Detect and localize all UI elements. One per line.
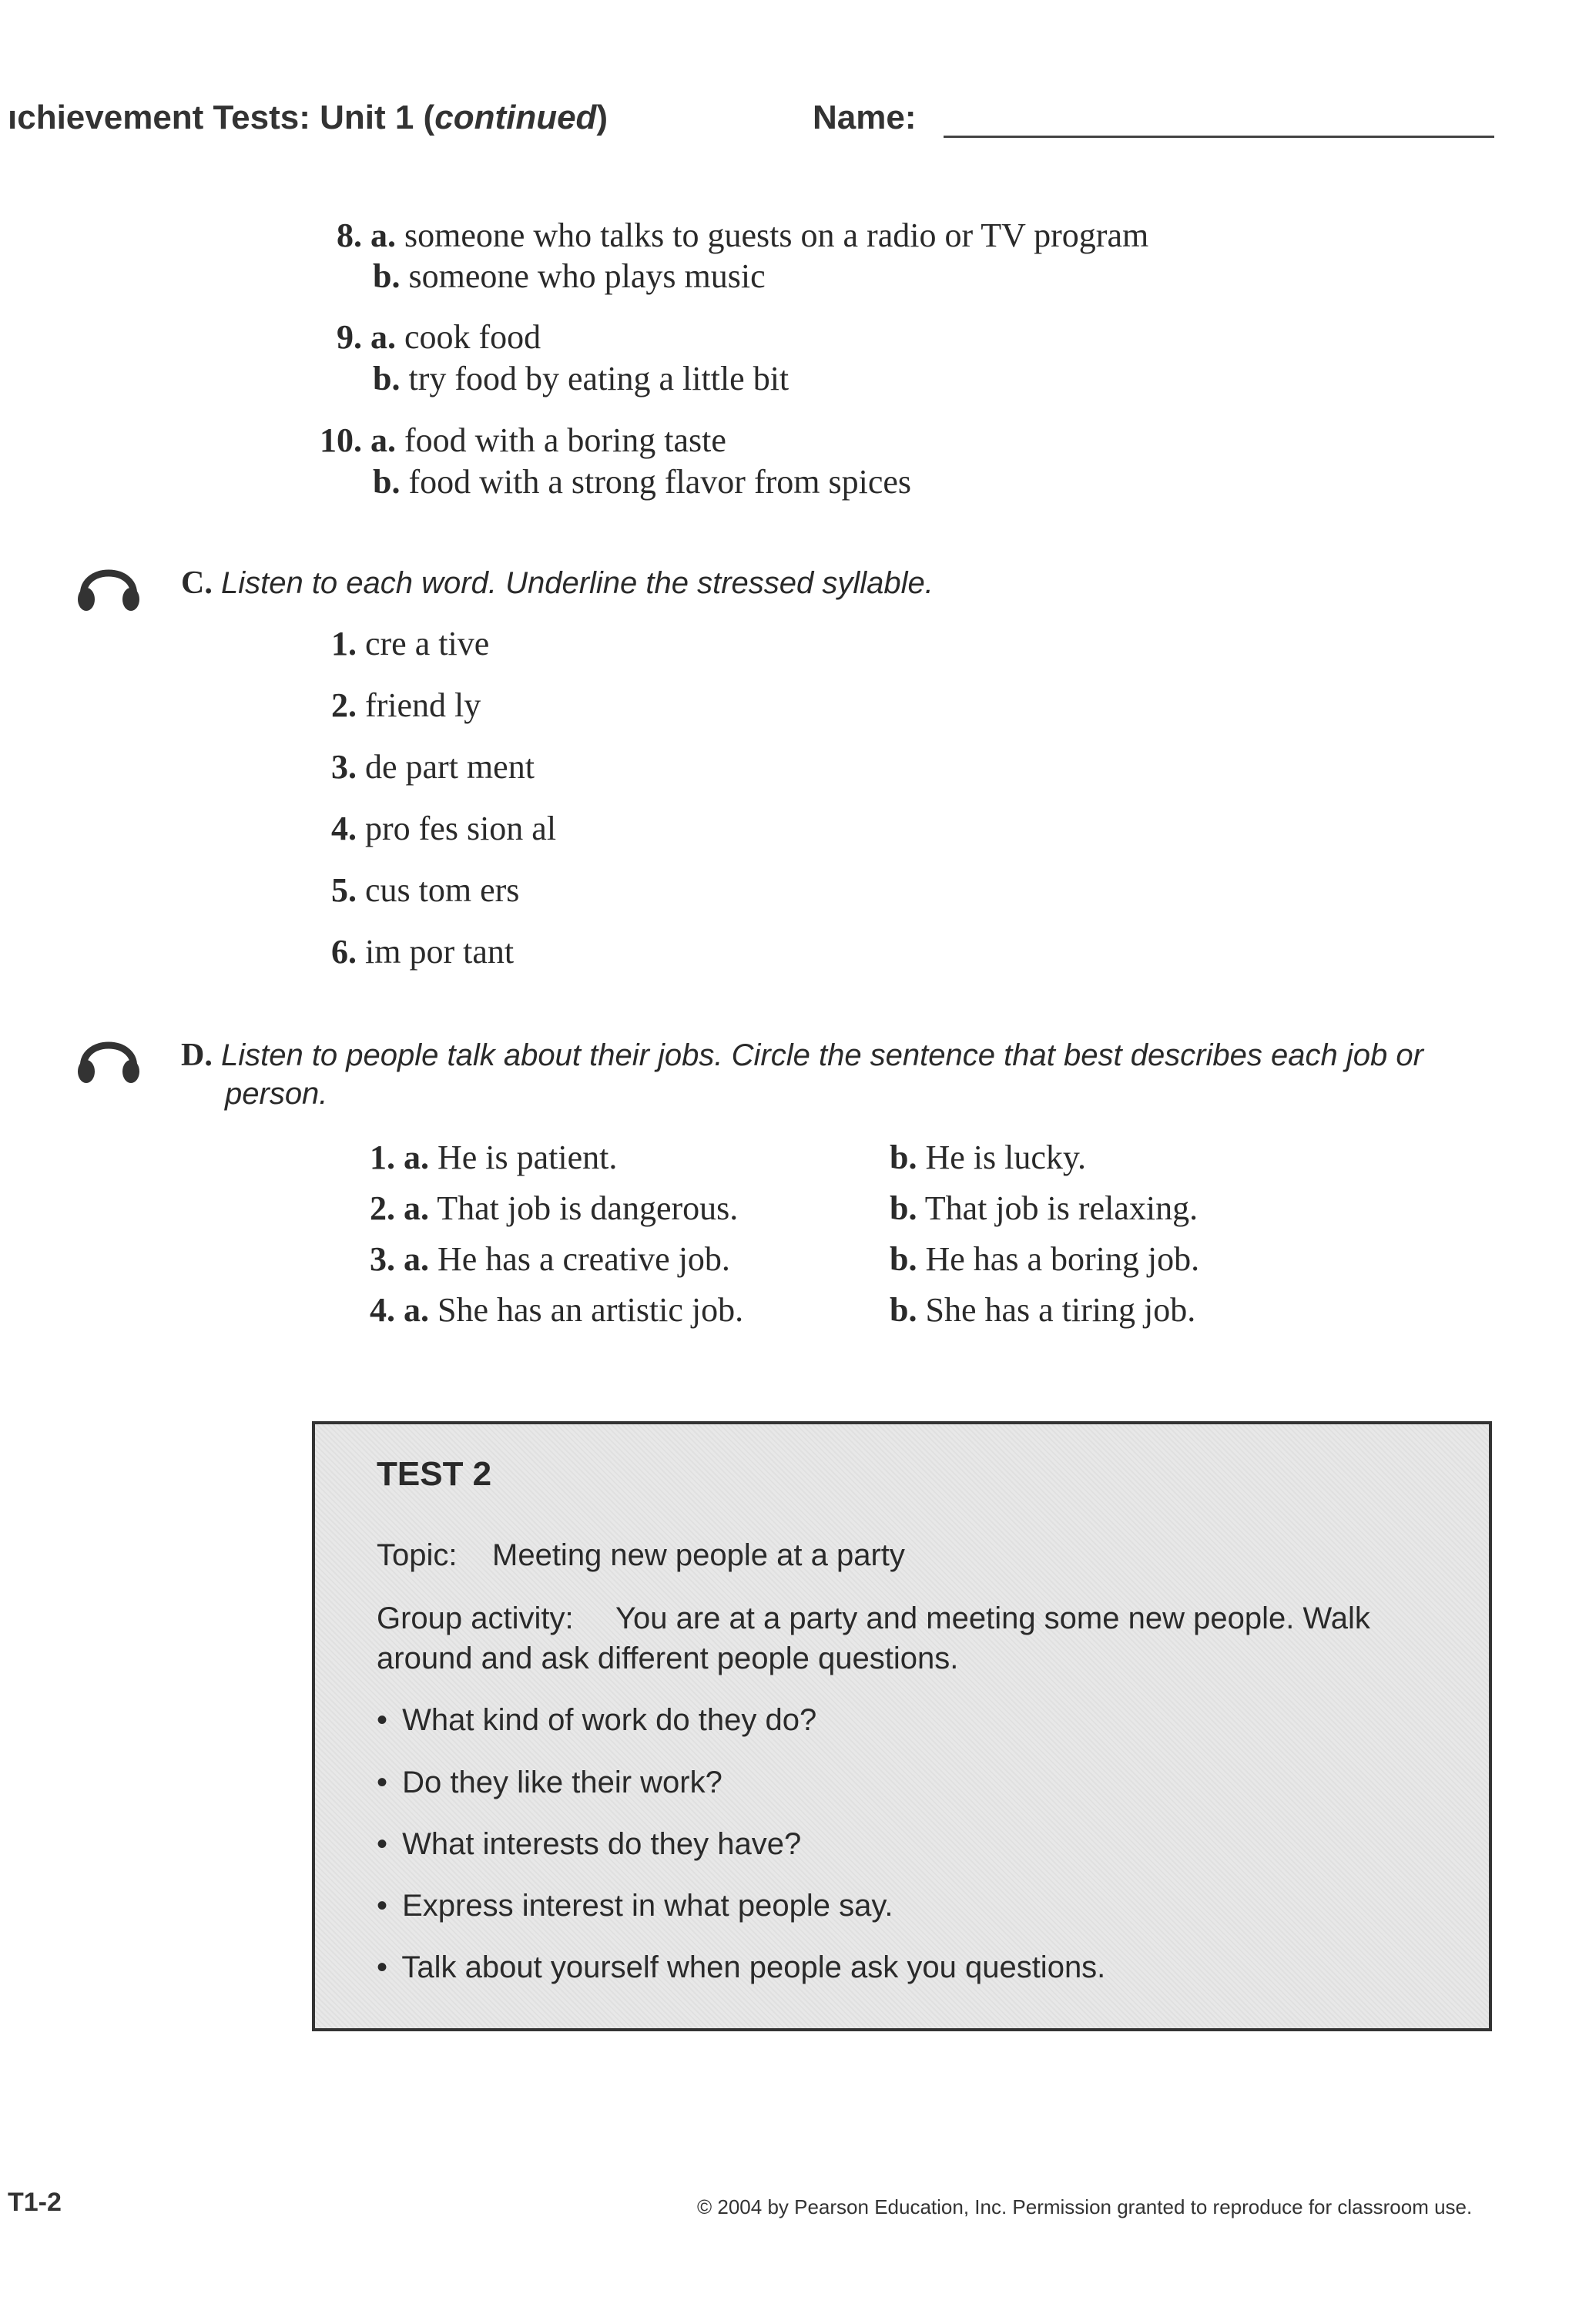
- headphones-icon: [73, 1023, 144, 1088]
- section-c-instruction: C. Listen to each word. Underline the stressed syllable.: [181, 565, 934, 601]
- list-item: 4. pro fes sion al: [331, 810, 557, 847]
- list-item: 1. a. He is patient.: [370, 1139, 618, 1176]
- page-code: T1-2: [8, 2188, 62, 2217]
- bullet-icon: •: [377, 1766, 388, 1799]
- list-item: b. That job is relaxing.: [890, 1189, 1198, 1227]
- name-label: Name:: [813, 99, 917, 136]
- page-header-title: ıchievement Tests: Unit 1 (continued): [8, 99, 608, 136]
- list-item: 4. a. She has an artistic job.: [370, 1291, 744, 1329]
- test-2-box: [312, 1421, 1492, 2031]
- list-item: b. She has a tiring job.: [890, 1291, 1196, 1329]
- list-item: b. food with a strong flavor from spices: [373, 463, 912, 501]
- bullet-icon: •: [377, 1703, 388, 1737]
- list-item: 8. a. someone who talks to guests on a radio or TV program: [337, 216, 1149, 254]
- list-item: 6. im por tant: [331, 933, 515, 971]
- group-activity-text-cont: around and ask different people questions.: [377, 1642, 959, 1675]
- section-d-instruction: D. Listen to people talk about their jobs. Circle the sentence that best describes each job or: [181, 1038, 1423, 1073]
- bullet-icon: •: [377, 1950, 388, 1984]
- headphones-icon: [73, 551, 144, 615]
- bullet-icon: •: [377, 1827, 388, 1861]
- topic-label: Topic:: [377, 1538, 458, 1572]
- list-item: 10. a. food with a boring taste: [320, 421, 726, 459]
- list-item: b. He has a boring job.: [890, 1240, 1200, 1278]
- list-item: 5. cus tom ers: [331, 871, 520, 909]
- copyright-notice: © 2004 by Pearson Education, Inc. Permission granted to reproduce for classroom use.: [697, 2195, 1473, 2218]
- list-item: 2. a. That job is dangerous.: [370, 1189, 739, 1227]
- list-item: 3. a. He has a creative job.: [370, 1240, 730, 1278]
- bullet-item: • Express interest in what people say.: [377, 1889, 893, 1923]
- list-item: b. He is lucky.: [890, 1139, 1087, 1176]
- list-item: 3. de part ment: [331, 748, 535, 786]
- bullet-icon: •: [377, 1889, 388, 1923]
- bullet-item: • What kind of work do they do?: [377, 1703, 817, 1737]
- section-d-instruction-cont: person.: [225, 1077, 328, 1111]
- test-2-title: TEST 2: [377, 1455, 492, 1493]
- group-activity-label: Group activity:: [377, 1601, 574, 1635]
- list-item: 2. friend ly: [331, 686, 481, 724]
- name-field-line[interactable]: [944, 136, 1494, 138]
- list-item: b. try food by eating a little bit: [373, 360, 790, 397]
- list-item: 1. cre a tive: [331, 625, 490, 662]
- list-item: b. someone who plays music: [373, 257, 766, 295]
- bullet-item: • What interests do they have?: [377, 1827, 802, 1861]
- topic-text: Meeting new people at a party: [492, 1538, 905, 1572]
- bullet-item: • Do they like their work?: [377, 1766, 722, 1799]
- group-activity-text: You are at a party and meeting some new people. Walk: [615, 1601, 1370, 1635]
- list-item: 9. a. cook food: [337, 318, 541, 356]
- bullet-item: • Talk about yourself when people ask you questions.: [377, 1950, 1106, 1984]
